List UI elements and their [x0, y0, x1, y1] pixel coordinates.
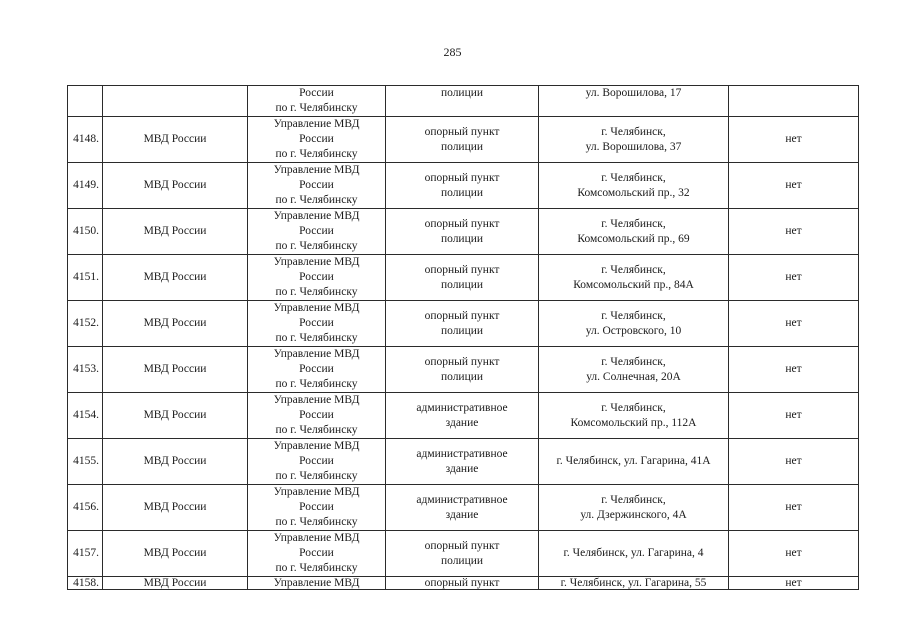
flag-cell: нет: [729, 301, 859, 347]
address-cell-line: ул. Ворошилова, 37: [585, 140, 682, 153]
ministry-cell: МВД России: [103, 117, 248, 163]
table-row: [68, 117, 859, 163]
department-cell-line: России: [299, 363, 334, 375]
department-cell-line: Управление МВД: [273, 577, 360, 589]
address-cell: [539, 255, 729, 301]
row-number: 4156.: [68, 485, 103, 531]
ministry-cell: МВД России: [103, 301, 248, 347]
address-cell: [539, 347, 729, 393]
object-type-cell: [386, 439, 539, 485]
flag-cell: нет: [729, 209, 859, 255]
department-cell: [248, 117, 386, 163]
department-cell: [248, 393, 386, 439]
address-cell-line: ул. Островского, 10: [585, 324, 682, 337]
department-cell: [248, 255, 386, 301]
department-cell: [248, 347, 386, 393]
address-cell-line: г. Челябинск,: [601, 493, 666, 506]
department-cell-line: по г. Челябинску: [275, 332, 358, 344]
address-cell: [539, 209, 729, 255]
department-cell-line: по г. Челябинску: [275, 148, 358, 160]
department-cell-line: России: [299, 179, 334, 191]
address-cell-line: г. Челябинск,: [601, 125, 666, 138]
department-cell-line: Управление МВД: [273, 164, 360, 176]
address-cell-line: Комсомольский пр., 84А: [573, 278, 694, 291]
ministry-cell: МВД России: [103, 255, 248, 301]
object-type-cell-line: полиции: [440, 87, 484, 99]
object-type-cell-line: опорный пункт: [424, 217, 500, 230]
row-number: 4148.: [68, 117, 103, 163]
address-cell-line: ул. Солнечная, 20А: [586, 370, 681, 383]
row-number: 4154.: [68, 393, 103, 439]
department-cell-line: по г. Челябинску: [275, 562, 358, 574]
flag-cell: [729, 86, 859, 117]
table-row: [68, 163, 859, 209]
table-row: [68, 531, 859, 577]
address-cell-line: г. Челябинск,: [601, 401, 666, 414]
object-type-cell: [386, 347, 539, 393]
address-cell-line: г. Челябинск,: [601, 355, 666, 368]
table-row: [68, 209, 859, 255]
registry-table: [67, 85, 859, 590]
object-type-cell-line: административное: [416, 401, 508, 414]
object-type-cell-line: опорный пункт: [424, 171, 500, 184]
row-number: [68, 86, 103, 117]
department-cell-line: Управление МВД: [273, 394, 360, 406]
row-number: 4151.: [68, 255, 103, 301]
row-number: 4157.: [68, 531, 103, 577]
flag-cell: нет: [729, 163, 859, 209]
department-cell-line: России: [299, 225, 334, 237]
department-cell-line: России: [299, 547, 334, 559]
address-cell-line: г. Челябинск,: [601, 263, 666, 276]
flag-cell: нет: [729, 531, 859, 577]
object-type-cell-line: административное: [416, 447, 508, 460]
table-row: [68, 439, 859, 485]
row-number: 4158.: [68, 577, 103, 590]
object-type-cell: [386, 531, 539, 577]
department-cell-line: Управление МВД: [273, 486, 360, 498]
department-cell: [248, 209, 386, 255]
object-type-cell-line: полиции: [440, 370, 484, 383]
department-cell-line: по г. Челябинску: [275, 516, 358, 528]
object-type-cell-line: полиции: [440, 278, 484, 291]
table-row: [68, 86, 859, 117]
object-type-cell-line: опорный пункт: [424, 577, 500, 589]
address-cell-line: г. Челябинск,: [601, 171, 666, 184]
department-cell-line: по г. Челябинску: [275, 470, 358, 482]
address-cell: [539, 393, 729, 439]
object-type-cell-line: здание: [445, 462, 479, 475]
row-number: 4152.: [68, 301, 103, 347]
address-cell-line: ул. Дзержинского, 4А: [580, 508, 687, 521]
flag-cell: нет: [729, 393, 859, 439]
department-cell-line: Управление МВД: [273, 532, 360, 544]
flag-cell: нет: [729, 255, 859, 301]
department-cell: [248, 86, 386, 117]
department-cell: [248, 531, 386, 577]
department-cell-line: России: [299, 271, 334, 283]
department-cell-line: по г. Челябинску: [275, 194, 358, 206]
address-cell: [539, 163, 729, 209]
object-type-cell-line: полиции: [440, 324, 484, 337]
object-type-cell: [386, 577, 539, 590]
department-cell: [248, 439, 386, 485]
row-number: 4150.: [68, 209, 103, 255]
department-cell: [248, 577, 386, 590]
flag-cell: нет: [729, 439, 859, 485]
object-type-cell: [386, 255, 539, 301]
object-type-cell: [386, 209, 539, 255]
table-row: [68, 255, 859, 301]
object-type-cell-line: административное: [416, 493, 508, 506]
flag-cell: нет: [729, 485, 859, 531]
object-type-cell: [386, 393, 539, 439]
department-cell: [248, 163, 386, 209]
ministry-cell: [103, 86, 248, 117]
address-cell-line: г. Челябинск, ул. Гагарина, 41А: [556, 455, 711, 467]
address-cell: [539, 577, 729, 590]
object-type-cell-line: полиции: [440, 140, 484, 153]
ministry-cell: МВД России: [103, 209, 248, 255]
ministry-cell: МВД России: [103, 347, 248, 393]
object-type-cell: [386, 163, 539, 209]
table-row: [68, 577, 859, 590]
object-type-cell-line: полиции: [440, 232, 484, 245]
department-cell-line: Управление МВД: [273, 256, 360, 268]
table-row: [68, 347, 859, 393]
object-type-cell-line: опорный пункт: [424, 263, 500, 276]
address-cell: [539, 86, 729, 117]
department-cell-line: по г. Челябинску: [275, 240, 358, 252]
address-cell-line: г. Челябинск,: [601, 309, 666, 322]
department-cell-line: России: [299, 409, 334, 421]
department-cell-line: России: [299, 317, 334, 329]
department-cell-line: Управление МВД: [273, 210, 360, 222]
address-cell-line: ул. Ворошилова, 17: [585, 87, 682, 99]
flag-cell: нет: [729, 117, 859, 163]
department-cell: [248, 301, 386, 347]
ministry-cell: МВД России: [103, 439, 248, 485]
address-cell: [539, 301, 729, 347]
address-cell: [539, 485, 729, 531]
table-row: [68, 485, 859, 531]
object-type-cell-line: полиции: [440, 186, 484, 199]
object-type-cell: [386, 301, 539, 347]
object-type-cell-line: опорный пункт: [424, 125, 500, 138]
department-cell-line: Управление МВД: [273, 302, 360, 314]
department-cell-line: России: [299, 501, 334, 513]
department-cell-line: Управление МВД: [273, 348, 360, 360]
ministry-cell: МВД России: [103, 531, 248, 577]
department-cell-line: по г. Челябинску: [275, 424, 358, 436]
table-row: [68, 301, 859, 347]
object-type-cell-line: опорный пункт: [424, 355, 500, 368]
object-type-cell: [386, 485, 539, 531]
object-type-cell-line: здание: [445, 416, 479, 429]
object-type-cell-line: здание: [445, 508, 479, 521]
row-number: 4155.: [68, 439, 103, 485]
row-number: 4149.: [68, 163, 103, 209]
address-cell-line: г. Челябинск,: [601, 217, 666, 230]
address-cell-line: Комсомольский пр., 32: [577, 186, 690, 199]
address-cell: [539, 531, 729, 577]
object-type-cell: [386, 117, 539, 163]
object-type-cell: [386, 86, 539, 117]
object-type-cell-line: опорный пункт: [424, 309, 500, 322]
ministry-cell: МВД России: [103, 393, 248, 439]
department-cell-line: России: [299, 133, 334, 145]
department-cell: [248, 485, 386, 531]
address-cell: [539, 439, 729, 485]
ministry-cell: МВД России: [103, 577, 248, 590]
row-number: 4153.: [68, 347, 103, 393]
department-cell-line: Управление МВД: [273, 440, 360, 452]
table-row: [68, 393, 859, 439]
address-cell-line: Комсомольский пр., 112А: [570, 416, 697, 429]
department-cell-line: Управление МВД: [273, 118, 360, 130]
ministry-cell: МВД России: [103, 485, 248, 531]
department-cell-line: России: [299, 455, 334, 467]
flag-cell: нет: [729, 347, 859, 393]
address-cell: [539, 117, 729, 163]
ministry-cell: МВД России: [103, 163, 248, 209]
department-cell-line: по г. Челябинску: [275, 102, 358, 114]
object-type-cell-line: полиции: [440, 554, 484, 567]
department-cell-line: России: [299, 87, 334, 99]
page-number: 285: [443, 45, 462, 59]
object-type-cell-line: опорный пункт: [424, 539, 500, 552]
department-cell-line: по г. Челябинску: [275, 378, 358, 390]
address-cell-line: г. Челябинск, ул. Гагарина, 4: [563, 547, 704, 559]
address-cell-line: г. Челябинск, ул. Гагарина, 55: [560, 577, 707, 589]
address-cell-line: Комсомольский пр., 69: [577, 232, 690, 245]
flag-cell: нет: [729, 577, 859, 590]
department-cell-line: по г. Челябинску: [275, 286, 358, 298]
